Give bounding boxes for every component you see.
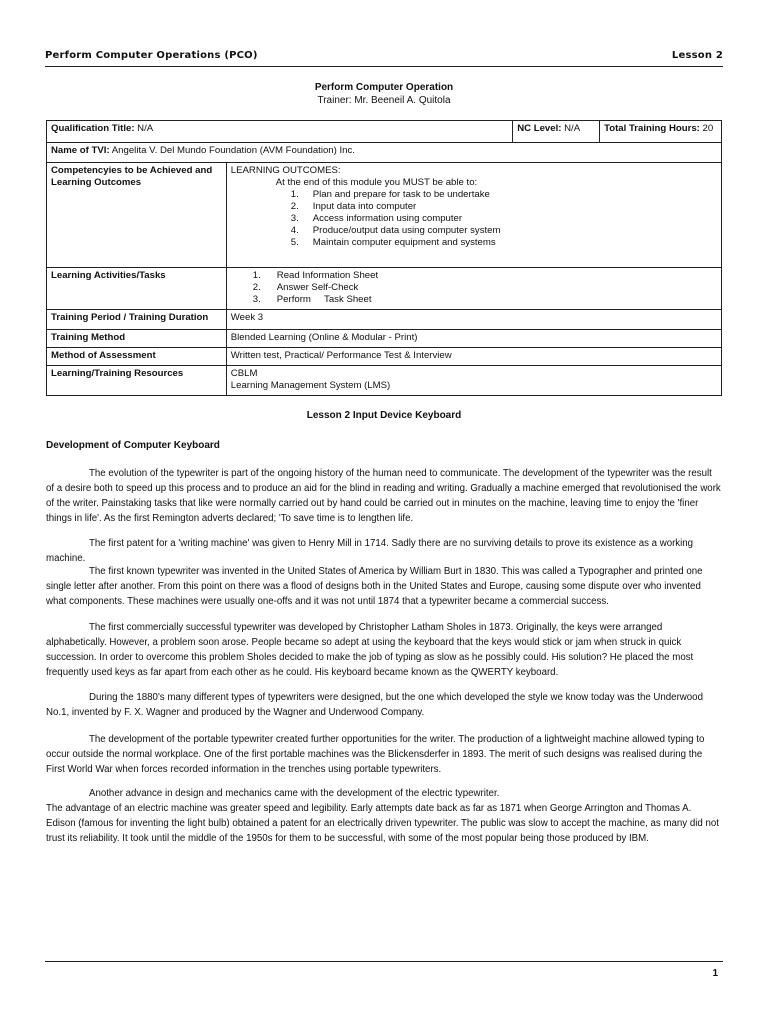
outcome-item: 2. Input data into computer [290,201,417,212]
lo-heading: LEARNING OUTCOMES: [230,165,341,176]
trainer-line: Trainer: Mr. Beeneil A. Quitola [317,95,451,106]
paragraph: During the 1880's many different types of typewriters were designed, but the one which developed the style we know today was the Underwood No.1, invented by F. X. Wagner and produced by the Wagner and Underwood Company. [46,692,703,718]
activity-item: 1. Read Information Sheet [252,270,379,281]
outcome-item: 3. Access information using computer [290,213,463,224]
assessment-value: Written test, Practical/ Performance Test & Interview [226,348,721,366]
activity-item: 3. Perform Task Sheet [252,294,372,305]
resources-label: Learning/Training Resources [47,366,227,396]
paragraph: The development of the portable typewriter created further opportunities for the writer. The production of a lightweight machine allowed typing to occur outside the normal workplace. One of the first portable machines was the Blickensderfer in 1893. The merit of such designs was realised during the First World War when forces recorded information in the trenches using portable typewriters. [46,734,705,775]
period-label: Training Period / Training Duration [47,310,227,330]
learning-outcomes-cell [226,163,721,268]
activities-list [231,270,717,306]
lo-intro: At the end of this module you MUST be able to: [275,177,478,188]
header-module-title: Perform Computer Operations (PCO) [45,50,258,61]
paragraph: Another advance in design and mechanics came with the development of the electric typewriter. The advantage of an electric machine was greater speed and legibility. Early attempts date back as far as 1871 when George Arrington and Thomas A. Edison (famous for inventing the light bulb) obtained a patent for an electrically driven typewriter. The public was slow to accept the machine, as many did not trust its reliability. It took until the middle of the 1950s for them to be successful, with some of the most popular being those produced by IBM. [46,788,719,844]
period-value: Week 3 [226,310,721,330]
method-label: Training Method [47,330,227,348]
paragraph: The first commercially successful typewriter was developed by Christopher Latham Sholes in 1873. Originally, the keys were arranged alphabetically. However, a problem soon arose. People became so adept at using the keyboard that the keys would stick or jam when struck in quick succession. In order to overcome this problem Sholes decided to make the job of typing as slow as he possibly could. His solution? He placed the most frequently used keys as far apart from each other as he could. His keyboard became known as the QWERTY keyboard. [46,622,694,678]
tvi-cell: Name of TVI: Angelita V. Del Mundo Foundation (AVM Foundation) Inc. [47,143,722,163]
footer-divider [45,961,723,962]
paragraph: The first patent for a 'writing machine' was given to Henry Mill in 1714. Sadly there are no surviving details to prove its existence as a working machine. [46,538,694,564]
paragraph: The first known typewriter was invented in the United States of America by William Burt in 1830. This was called a Typographer and printed one single letter after another. From this point on there was a flood of designs both in the United States and Europe, causing some dispute over who invented what components. These machines were usually one-offs and it was not until 1874 that a typewriter became a commercial success. [46,566,703,607]
activity-item: 2. Answer Self-Check [252,282,359,293]
nc-level-cell: NC Level: N/A [513,121,600,143]
assessment-label: Method of Assessment [47,348,227,366]
outcome-item: 1. Plan and prepare for task to be undertake [290,189,490,200]
header-divider [45,66,723,67]
activities-cell [226,268,721,310]
page-header [45,50,723,64]
page-number: 1 [712,968,718,979]
outcomes-list [231,189,717,249]
qualification-cell: Qualification Title: N/A [47,121,513,143]
training-hours-cell: Total Training Hours: 20 [600,121,722,143]
module-info-table [46,120,722,396]
resources-value: CBLM Learning Management System (LMS) [226,366,721,396]
section-heading: Development of Computer Keyboard [46,440,220,451]
outcome-item: 4. Produce/output data using computer system [290,225,501,236]
document-title: Perform Computer Operation [314,82,454,93]
outcome-item: 5. Maintain computer equipment and systems [290,237,496,248]
lesson-title: Lesson 2 Input Device Keyboard [306,410,462,421]
header-lesson-label: Lesson 2 [671,50,723,61]
paragraph: The evolution of the typewriter is part of the ongoing history of the human need to communicate. The development of the typewriter was the result of a desire both to speed up this process and to produce an aid for the blind in reading and writing. Gradually a machine emerged that revolutionised the work of the writer. Painstaking tasks that like were normally carried out by hand could be carried out in minutes on the machine, leaving time to enjoy the 'finer things in life'. As the first Remington adverts declared; 'To save time is to lengthen life. [46,468,721,524]
method-value: Blended Learning (Online & Modular - Print) [226,330,721,348]
activities-label: Learning Activities/Tasks [47,268,227,310]
competencies-label: Competencyies to be Achieved and Learning Outcomes [47,163,227,268]
